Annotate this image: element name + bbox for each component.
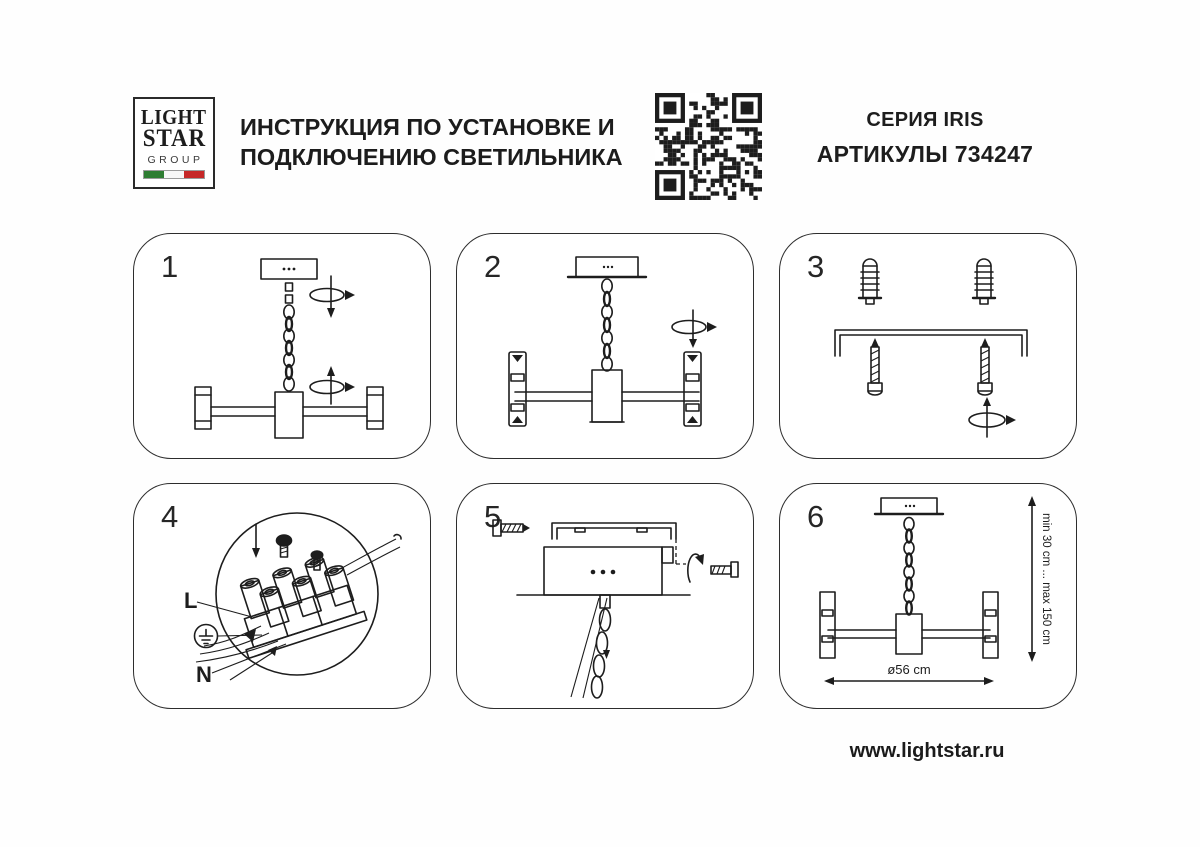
lightstar-logo xyxy=(133,97,215,189)
suspension-chain xyxy=(602,279,612,371)
qr-code xyxy=(655,93,762,200)
wall-plug xyxy=(973,259,995,304)
mounting-screw xyxy=(868,338,882,395)
panel-1-drawing xyxy=(134,234,430,458)
qr-code-pattern xyxy=(655,93,762,200)
suspension-chain xyxy=(904,518,914,615)
article-number: АРТИКУЛЫ 734247 xyxy=(816,141,1034,167)
title-line-1: ИНСТРУКЦИЯ ПО УСТАНОВКЕ И xyxy=(240,114,615,140)
panel-4-drawing xyxy=(134,484,430,708)
step-number-6: 6 xyxy=(807,499,825,534)
panel-6-drawing xyxy=(780,484,1076,708)
logo-word-star: STAR xyxy=(142,125,206,152)
insert-arrow-icon xyxy=(252,524,260,558)
lamp-tube xyxy=(509,352,526,426)
diameter-label: ø56 cm xyxy=(887,662,931,677)
side-screw xyxy=(493,520,530,536)
page-title xyxy=(240,112,623,172)
rotation-arrow-icon xyxy=(310,366,355,404)
height-dimension xyxy=(1028,496,1052,662)
website-url: www.lightstar.ru xyxy=(849,740,1005,762)
series-label: СЕРИЯ IRIS xyxy=(866,109,984,131)
step-number-3: 3 xyxy=(807,249,825,284)
step-number-5: 5 xyxy=(484,499,502,534)
step-panel-1 xyxy=(133,233,431,459)
diameter-dimension xyxy=(824,662,994,685)
wall-plug xyxy=(859,259,881,304)
line-label: L xyxy=(184,588,198,613)
panel-3-drawing xyxy=(780,234,1076,458)
ceiling-canopy xyxy=(517,547,690,595)
logo-word-group: GROUP xyxy=(147,154,204,166)
step-number-4: 4 xyxy=(161,499,179,534)
rotation-arrow-icon xyxy=(688,554,704,582)
alignment-dashes xyxy=(676,539,686,564)
hanging-chain xyxy=(571,595,611,698)
ceiling-canopy xyxy=(261,259,317,279)
title-line-2: ПОДКЛЮЧЕНИЮ СВЕТИЛЬНИКА xyxy=(240,144,623,170)
mounting-screw xyxy=(978,338,992,395)
ceiling-canopy xyxy=(875,498,943,514)
step-panel-4 xyxy=(133,483,431,709)
step-number-2: 2 xyxy=(484,249,502,284)
step-panel-5 xyxy=(456,483,754,709)
zoom-circle xyxy=(216,513,378,675)
wires xyxy=(196,535,401,680)
chandelier-frame xyxy=(515,370,699,422)
suspension-chain xyxy=(284,283,294,391)
rotation-arrow-icon xyxy=(310,276,355,318)
rotation-arrow-icon xyxy=(969,397,1016,437)
rotation-arrow-icon xyxy=(672,310,717,348)
side-screw xyxy=(711,562,738,577)
step-panel-2 xyxy=(456,233,754,459)
step-panel-3 xyxy=(779,233,1077,459)
product-info xyxy=(800,109,1050,168)
height-range-label: min 30 cm ... max 150 cm xyxy=(1040,513,1052,645)
lamp-tube xyxy=(684,352,701,426)
mounting-bracket xyxy=(552,523,676,539)
logo-word-light: LIGHT xyxy=(141,105,207,129)
ground-symbol-icon xyxy=(195,625,218,648)
step-panel-6 xyxy=(779,483,1077,709)
terminal-screw xyxy=(277,535,292,558)
neutral-label: N xyxy=(196,662,212,687)
chandelier-frame xyxy=(195,387,383,438)
panel-2-drawing xyxy=(457,234,753,458)
italian-flag-bar xyxy=(143,170,205,179)
mounting-bracket xyxy=(835,330,1027,356)
step-number-1: 1 xyxy=(161,249,179,284)
panel-5-drawing xyxy=(457,484,753,708)
ceiling-canopy xyxy=(568,257,646,277)
